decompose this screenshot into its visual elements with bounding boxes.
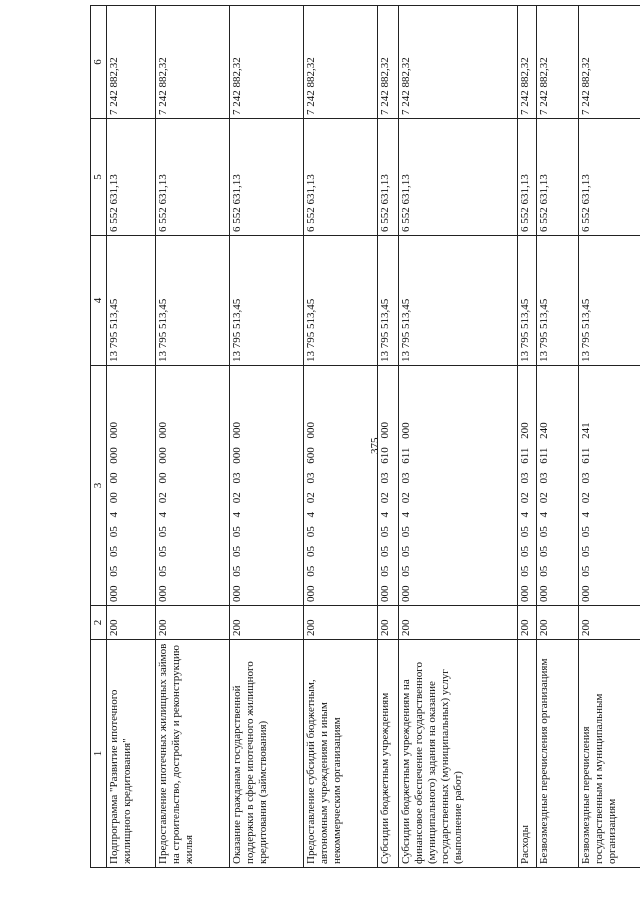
row-name: Субсидии бюджетным учреждениям на финансовое обеспечение государственного (муниципального) задания на оказание государственных (муниципальных) услуг (выполнение работ) [399,640,518,868]
row-name: Безвозмездные перечисления организациям [536,640,578,868]
row-code: 000 05 05 05 4 02 00 000 000 [155,366,229,606]
row-value-4: 13 795 513,45 [229,236,303,366]
table-row [378,6,399,868]
header-row [91,6,107,868]
row-value-6: 7 242 882,32 [378,6,399,119]
table-row [303,6,377,868]
row-grbs: 200 [155,606,229,640]
row-code: 000 05 05 05 4 02 03 000 000 [229,366,303,606]
row-code: 000 05 05 05 4 02 03 610 000 [378,366,399,606]
row-value-6: 7 242 882,32 [107,6,156,119]
row-grbs: 200 [536,606,578,640]
row-grbs: 200 [229,606,303,640]
row-grbs: 200 [517,606,536,640]
table-row [155,6,229,868]
row-value-6: 7 242 882,32 [517,6,536,119]
row-grbs: 200 [399,606,518,640]
row-value-5: 6 552 631,13 [107,119,156,236]
header-col-4: 4 [91,236,107,366]
rotated-page [90,6,640,868]
header-col-5: 5 [91,119,107,236]
row-name: Расходы [517,640,536,868]
row-value-6: 7 242 882,32 [229,6,303,119]
row-code: 000 05 05 05 4 02 03 611 200 [517,366,536,606]
row-grbs: 200 [378,606,399,640]
row-name: Предоставление ипотечных жилищных займов на строительство, достройку и реконструкцию жилья [155,640,229,868]
table-row [579,6,640,868]
row-value-4: 13 795 513,45 [399,236,518,366]
row-code: 000 05 05 05 4 02 03 611 000 [399,366,518,606]
row-value-5: 6 552 631,13 [229,119,303,236]
row-code: 000 05 05 05 4 02 03 611 241 [579,366,640,606]
row-grbs: 200 [107,606,156,640]
table-row [517,6,536,868]
row-value-5: 6 552 631,13 [536,119,578,236]
header-col-3: 3 [91,366,107,606]
row-grbs: 200 [303,606,377,640]
row-value-5: 6 552 631,13 [399,119,518,236]
row-code: 000 05 05 05 4 02 03 600 000 [303,366,377,606]
row-value-5: 6 552 631,13 [303,119,377,236]
page-number: 375 [369,437,381,454]
table-row [536,6,578,868]
row-value-4: 13 795 513,45 [378,236,399,366]
row-value-4: 13 795 513,45 [517,236,536,366]
budget-table [90,5,640,868]
header-col-1: 1 [91,640,107,868]
row-value-6: 7 242 882,32 [399,6,518,119]
row-name: Подпрограмма "Развитие ипотечного жилищного кредитования" [107,640,156,868]
row-value-4: 13 795 513,45 [536,236,578,366]
table-row [107,6,156,868]
row-value-4: 13 795 513,45 [579,236,640,366]
row-value-5: 6 552 631,13 [579,119,640,236]
row-value-5: 6 552 631,13 [517,119,536,236]
table-row [399,6,518,868]
row-value-6: 7 242 882,32 [536,6,578,119]
row-grbs: 200 [579,606,640,640]
row-value-5: 6 552 631,13 [155,119,229,236]
row-name: Предоставление субсидий бюджетным, автономным учреждениям и иным некоммерческим организациям [303,640,377,868]
row-value-6: 7 242 882,32 [303,6,377,119]
row-name: Оказание гражданам государственной поддержки в сфере ипотечного жилищного кредитования (займствования) [229,640,303,868]
row-code: 000 05 05 05 4 00 00 000 000 [107,366,156,606]
row-name: Субсидии бюджетным учреждениям [378,640,399,868]
row-value-5: 6 552 631,13 [378,119,399,236]
row-name: Безвозмездные перечисления государственным и муниципальным организациям [579,640,640,868]
table-row [229,6,303,868]
row-value-6: 7 242 882,32 [155,6,229,119]
header-col-2: 2 [91,606,107,640]
header-col-6: 6 [91,6,107,119]
row-value-6: 7 242 882,32 [579,6,640,119]
row-value-4: 13 795 513,45 [107,236,156,366]
row-code: 000 05 05 05 4 02 03 611 240 [536,366,578,606]
row-value-4: 13 795 513,45 [303,236,377,366]
row-value-4: 13 795 513,45 [155,236,229,366]
